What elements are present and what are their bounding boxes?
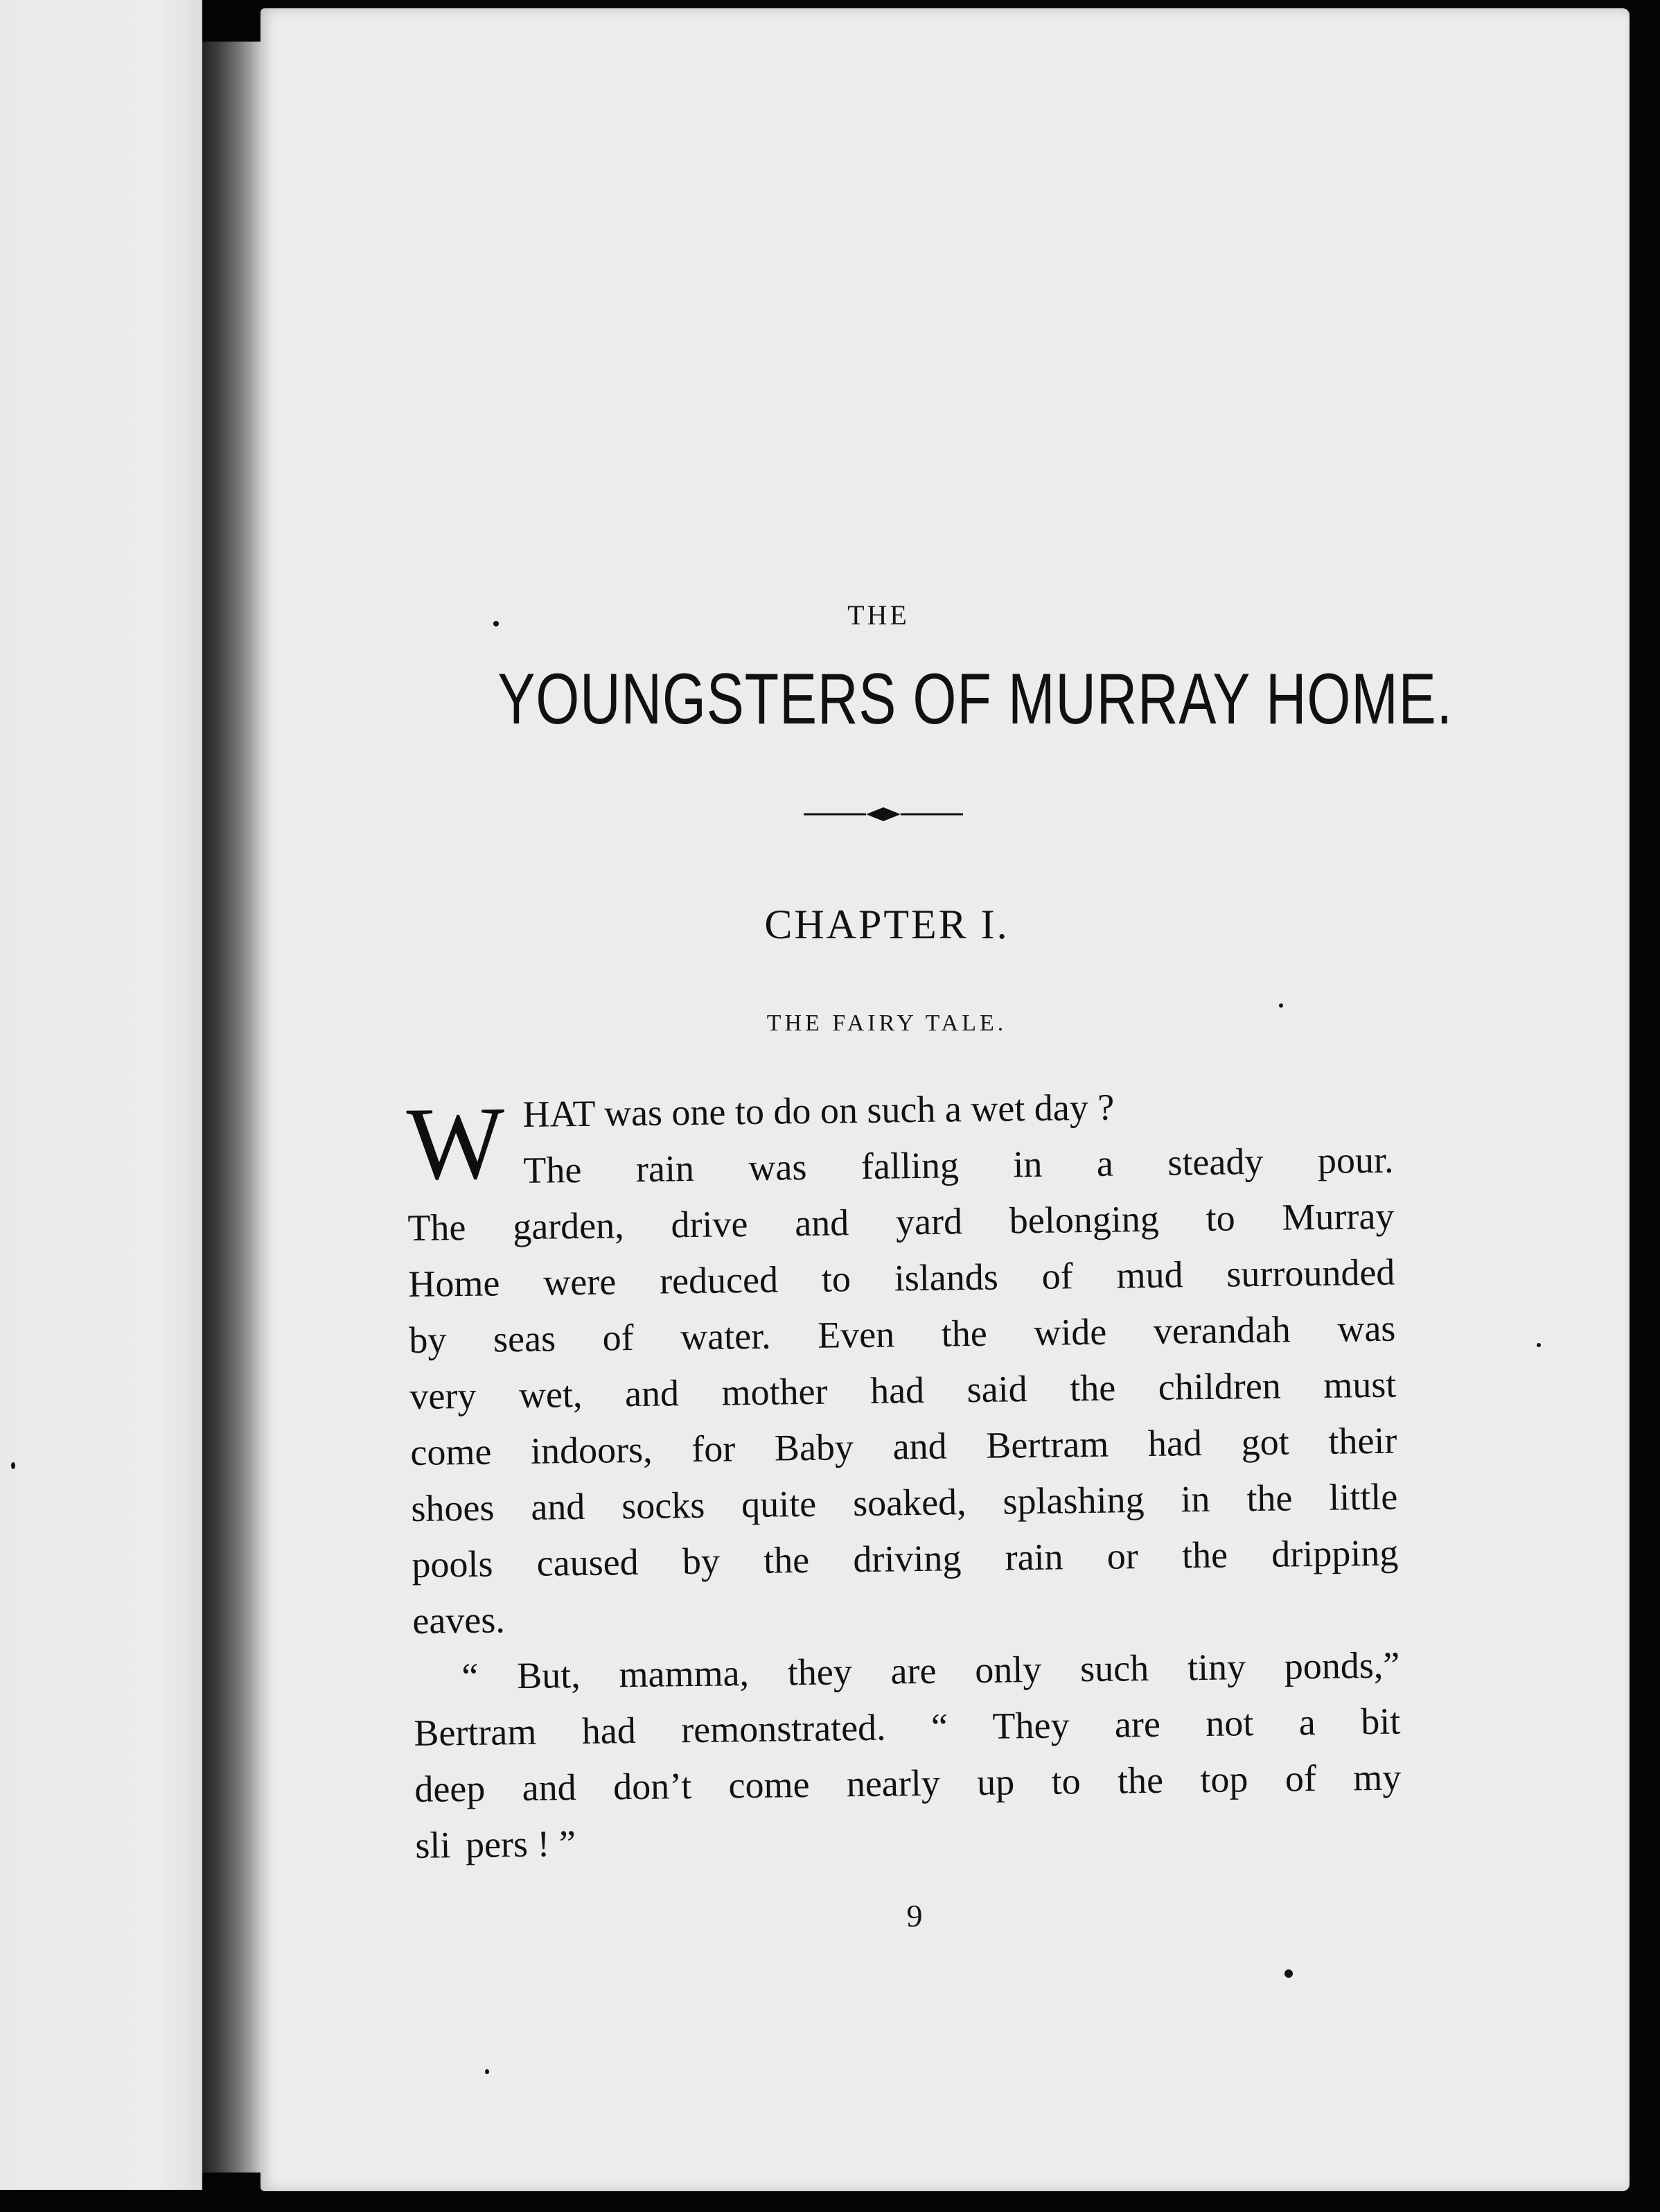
page-number: 9 [906,1898,923,1933]
drop-cap: W [405,1085,506,1202]
text-line: very wet, and mother had said the children must [409,1363,1397,1417]
text-line: shoes and socks quite soaked, splashing in the little [411,1475,1398,1529]
book-title: YOUNGSTERS OF MURRAY HOME. [497,659,1453,739]
diamond-rule-ornament-icon [804,804,963,825]
text-line: “ But, mamma, they are only such tiny ponds,” [461,1644,1400,1698]
text-line: sli pers ! ” [414,1823,576,1866]
paper-speck [1537,1343,1541,1347]
chapter-subtitle: THE FAIRY TALE. [766,1010,1007,1036]
text-line: HAT was one to do on such a wet day ? [522,1086,1115,1135]
body-text [406,1076,1402,1874]
text-line: Home were reduced to islands of mud surrounded [408,1251,1395,1305]
text-line: by seas of water. Even the wide verandah was [409,1307,1396,1361]
text-line: The rain was falling in a steady pour. [523,1139,1394,1191]
text-line: eaves. [412,1599,506,1642]
book-pre-title: THE [847,599,910,631]
chapter-heading: CHAPTER I. [764,902,1009,947]
text-line: Bertram had remonstrated. “ They are not a bit [414,1700,1401,1754]
text-line: come indoors, for Baby and Bertram had got their [410,1419,1397,1473]
text-line: deep and don’t come nearly up to the top of my [414,1756,1402,1810]
text-line: The garden, drive and yard belonging to Murray [407,1195,1395,1249]
text-line: pools caused by the driving rain or the dripping [412,1531,1399,1586]
paper-speck [493,621,499,626]
paper-speck [1279,1003,1283,1008]
book-gutter [202,42,261,2172]
paper-speck [11,1462,15,1469]
paper-speck [1284,1969,1293,1978]
paper-speck [485,2069,489,2074]
left-page-edge [0,0,202,2190]
